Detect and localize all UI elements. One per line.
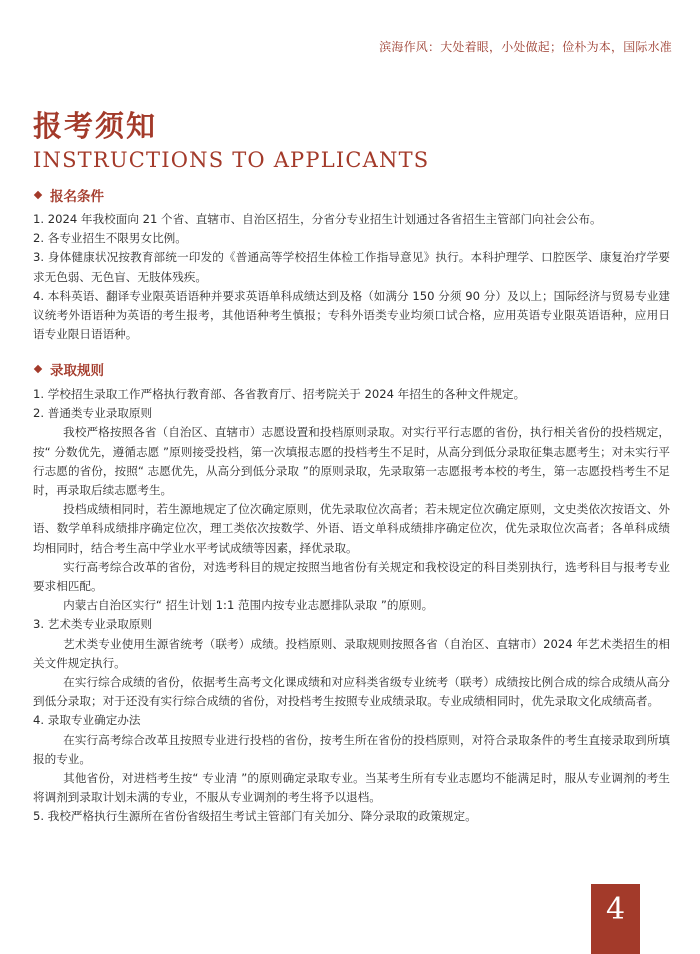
paragraph: 4. 本科英语、翻译专业限英语语种并要求英语单科成绩达到及格（如满分 150 分须 90 分）及以上；国际经济与贸易专业建议统考外语语种为英语的考生报考，其他语种考生慎报；专科外语类专业均须口试合格，应用英语专业限英语语种，应用日语专业限日语语种。 (33, 288, 670, 342)
paragraph: 投档成绩相同时，若生源地规定了位次确定原则，优先录取位次高者；若未规定位次确定原则，文史类依次按语文、外语、数学单科成绩排序确定位次，理工类依次按数学、外语、语文单科成绩排序确定位次，优先录取位次高者；各单科成绩均相同时，结合考生高中学业水平考试成绩等因素，择优录取。 (33, 502, 670, 555)
paragraph: 内蒙古自治区实行“ 招生计划 1:1 范围内按专业志愿排队录取 ”的原则。 (63, 598, 434, 613)
paragraph: 2. 各专业招生不限男女比例。 (33, 231, 187, 246)
section-heading-label: 报名条件 (50, 189, 104, 205)
paragraph: 4. 录取专业确定办法 (33, 713, 141, 728)
paragraph: 其他省份，对进档考生按“ 专业清 ”的原则确定录取专业。当某考生所有专业志愿均不能满足时，服从专业调剂的考生将调剂到录取计划未满的专业，不服从专业调剂的考生将予以退档。 (33, 771, 670, 805)
section-heading-admission (33, 359, 104, 379)
paragraph: 5. 我校严格执行生源所在省份省级招生考试主管部门有关加分、降分录取的政策规定。 (33, 809, 477, 824)
page-title: 报考须知 (33, 109, 158, 143)
paragraph: 3. 艺术类专业录取原则 (33, 617, 153, 632)
paragraph: 实行高考综合改革的省份，对选考科目的规定按照当地省份有关规定和我校设定的科目类别执行，选考科目与报考专业要求相匹配。 (33, 559, 670, 594)
section-body-admission (33, 385, 670, 827)
section-body-registration (33, 210, 670, 344)
page-subtitle: INSTRUCTIONS TO APPLICANTS (33, 148, 430, 172)
paragraph: 1. 2024 年我校面向 21 个省、直辖市、自治区招生，分省分专业招生计划通过各省招生主管部门向社会公布。 (33, 212, 602, 226)
paragraph: 1. 学校招生录取工作严格执行教育部、各省教育厅、招考院关于 2024 年招生的各种文件规定。 (33, 387, 526, 401)
diamond-bullet-icon (34, 191, 42, 199)
paragraph: 我校严格按照各省（自治区、直辖市）志愿设置和投档原则录取。对实行平行志愿的省份，执行相关省份的投档规定，按“ 分数优先，遵循志愿 ”原则接受投档，第一次填报志愿的投档考生不足时，从高分到低分录取征集志愿考生；对未实行平行志愿的省份，按照“ 志愿优先，从高分到低分录取 ”的原则录取，先录取第一志愿报考本校的考生，第一志愿投档考生不足时，再录取后续志愿考生。 (33, 425, 670, 498)
paragraph: 艺术类专业使用生源省统考（联考）成绩。投档原则、录取规则按照各省（自治区、直辖市）2024 年艺术类招生的相关文件规定执行。 (33, 636, 670, 670)
header-motto: 滨海作风：大处着眼，小处做起；俭朴为本，国际水准 (379, 40, 672, 54)
diamond-bullet-icon (34, 365, 42, 373)
page-number: 4 (591, 884, 640, 954)
section-heading-label: 录取规则 (50, 363, 104, 379)
paragraph: 3. 身体健康状况按教育部统一印发的《普通高等学校招生体检工作指导意见》执行。本科护理学、口腔医学、康复治疗学要求无色弱、无色盲、无肢体残疾。 (33, 250, 670, 284)
section-heading-registration (33, 185, 104, 205)
paragraph: 在实行综合成绩的省份，依据考生高考文化课成绩和对应科类省级专业统考（联考）成绩按比例合成的综合成绩从高分到低分录取；对于还没有实行综合成绩的省份，对投档考生按照专业成绩录取。专业成绩相同时，优先录取文化成绩高者。 (33, 675, 670, 709)
paragraph: 2. 普通类专业录取原则 (33, 406, 153, 421)
paragraph: 在实行高考综合改革且按照专业进行投档的省份，按考生所在省份的投档原则，对符合录取条件的考生直接录取到所填报的专业。 (33, 732, 670, 766)
